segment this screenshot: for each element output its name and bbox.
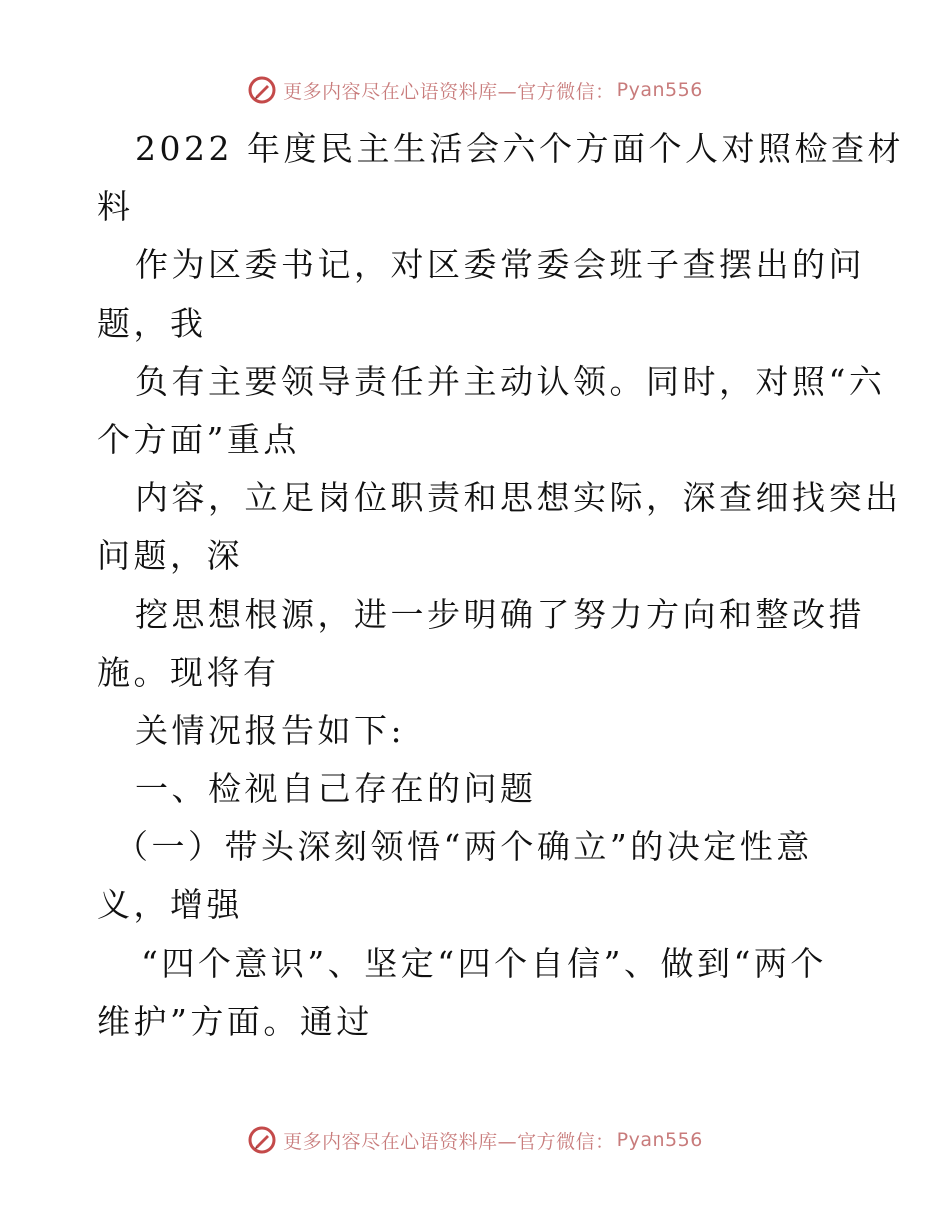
text-line: 内容，立足岗位职责和思想实际，深查细找突出 (135, 478, 902, 518)
text-line: 挖思想根源，进一步明确了努力方向和整改措 (135, 594, 865, 634)
text-line: 个方面”重点 (97, 419, 300, 459)
text-line: 2022 年度民主生活会六个方面个人对照检查材 (135, 129, 904, 168)
pen-circle-icon (247, 75, 277, 105)
document-body (97, 120, 904, 1051)
watermark-text: 更多内容尽在心语资料库—官方微信： (283, 80, 615, 103)
text-line: “四个意识”、坚定“四个自信”、做到“两个 (141, 943, 827, 983)
text-line: 关情况报告如下: (135, 710, 406, 750)
section-heading: 一、检视自己存在的问题 (135, 769, 537, 809)
text-line: 作为区委书记，对区委常委会班子查摆出的问 (135, 245, 865, 285)
text-line: 维护”方面。通过 (97, 1001, 373, 1041)
subsection-heading: （一）带头深刻领悟“两个确立”的决定性意 (115, 827, 813, 867)
watermark-header (0, 70, 950, 110)
watermark-footer (0, 1120, 950, 1160)
watermark-text: 更多内容尽在心语资料库—官方微信： (283, 1130, 615, 1153)
text-line: 题，我 (97, 303, 207, 343)
pen-circle-icon (247, 1125, 277, 1155)
text-line: 负有主要领导责任并主动认领。同时，对照“六 (135, 361, 886, 401)
text-line: 料 (97, 187, 134, 227)
watermark-wechat-id: Pyan556 (616, 79, 703, 101)
text-line: 义，增强 (97, 885, 243, 925)
watermark-wechat-id: Pyan556 (616, 1129, 703, 1151)
text-line: 问题，深 (97, 536, 243, 576)
text-line: 施。现将有 (97, 652, 280, 692)
